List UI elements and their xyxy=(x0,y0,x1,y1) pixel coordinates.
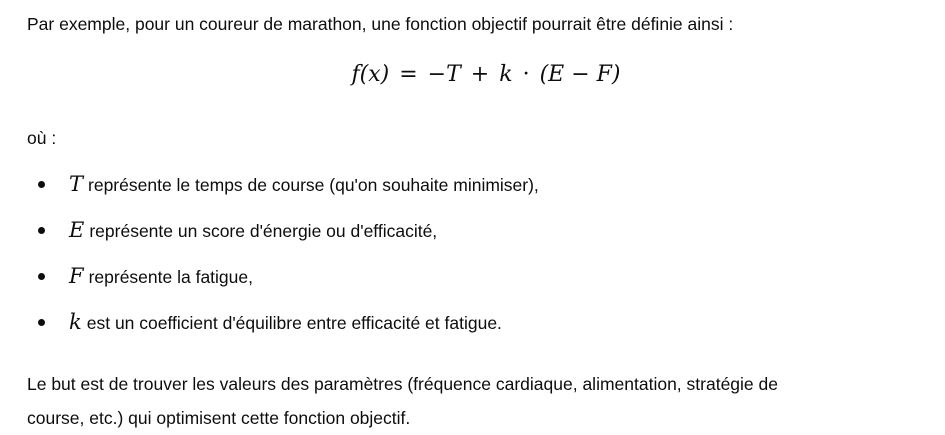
definitions-list xyxy=(27,167,539,351)
variable-symbol: E xyxy=(69,218,85,242)
list-item xyxy=(27,305,539,351)
formula-k: k xyxy=(499,62,513,87)
bullet-icon xyxy=(38,273,45,280)
definition-text: est un coefficient d'équilibre entre efficacité et fatigue. xyxy=(86,313,502,333)
objective-function-formula xyxy=(27,58,945,92)
variable-symbol: T xyxy=(69,172,84,196)
conclusion-line-2: course, etc.) qui optimisent cette fonction objectif. xyxy=(27,408,411,428)
intro-paragraph: Par exemple, pour un coureur de marathon, une fonction objectif pourrait être définie ainsi : xyxy=(27,14,734,34)
ou-label: où : xyxy=(27,128,57,148)
bullet-icon xyxy=(38,181,45,188)
variable-symbol: k xyxy=(69,310,82,334)
list-item xyxy=(27,259,539,305)
formula-neg-t: −T xyxy=(427,62,461,87)
conclusion-line-1: Le but est de trouver les valeurs des paramètres (fréquence cardiaque, alimentation, stratégie de xyxy=(27,374,778,394)
bullet-icon xyxy=(38,319,45,326)
formula-fx: f(x) xyxy=(351,62,390,87)
bullet-icon xyxy=(38,227,45,234)
formula-dot: · xyxy=(522,62,530,87)
definition-text: représente la fatigue, xyxy=(88,267,253,287)
definition-text: représente un score d'énergie ou d'efficacité, xyxy=(89,221,438,241)
formula-plus: + xyxy=(470,62,490,87)
conclusion-paragraph xyxy=(27,367,778,435)
formula-paren-expr: (E − F) xyxy=(539,62,621,87)
list-item xyxy=(27,167,539,213)
variable-symbol: F xyxy=(69,264,84,288)
formula-equals: = xyxy=(399,62,418,87)
definition-text: représente le temps de course (qu'on souhaite minimiser), xyxy=(88,175,539,195)
list-item xyxy=(27,213,539,259)
